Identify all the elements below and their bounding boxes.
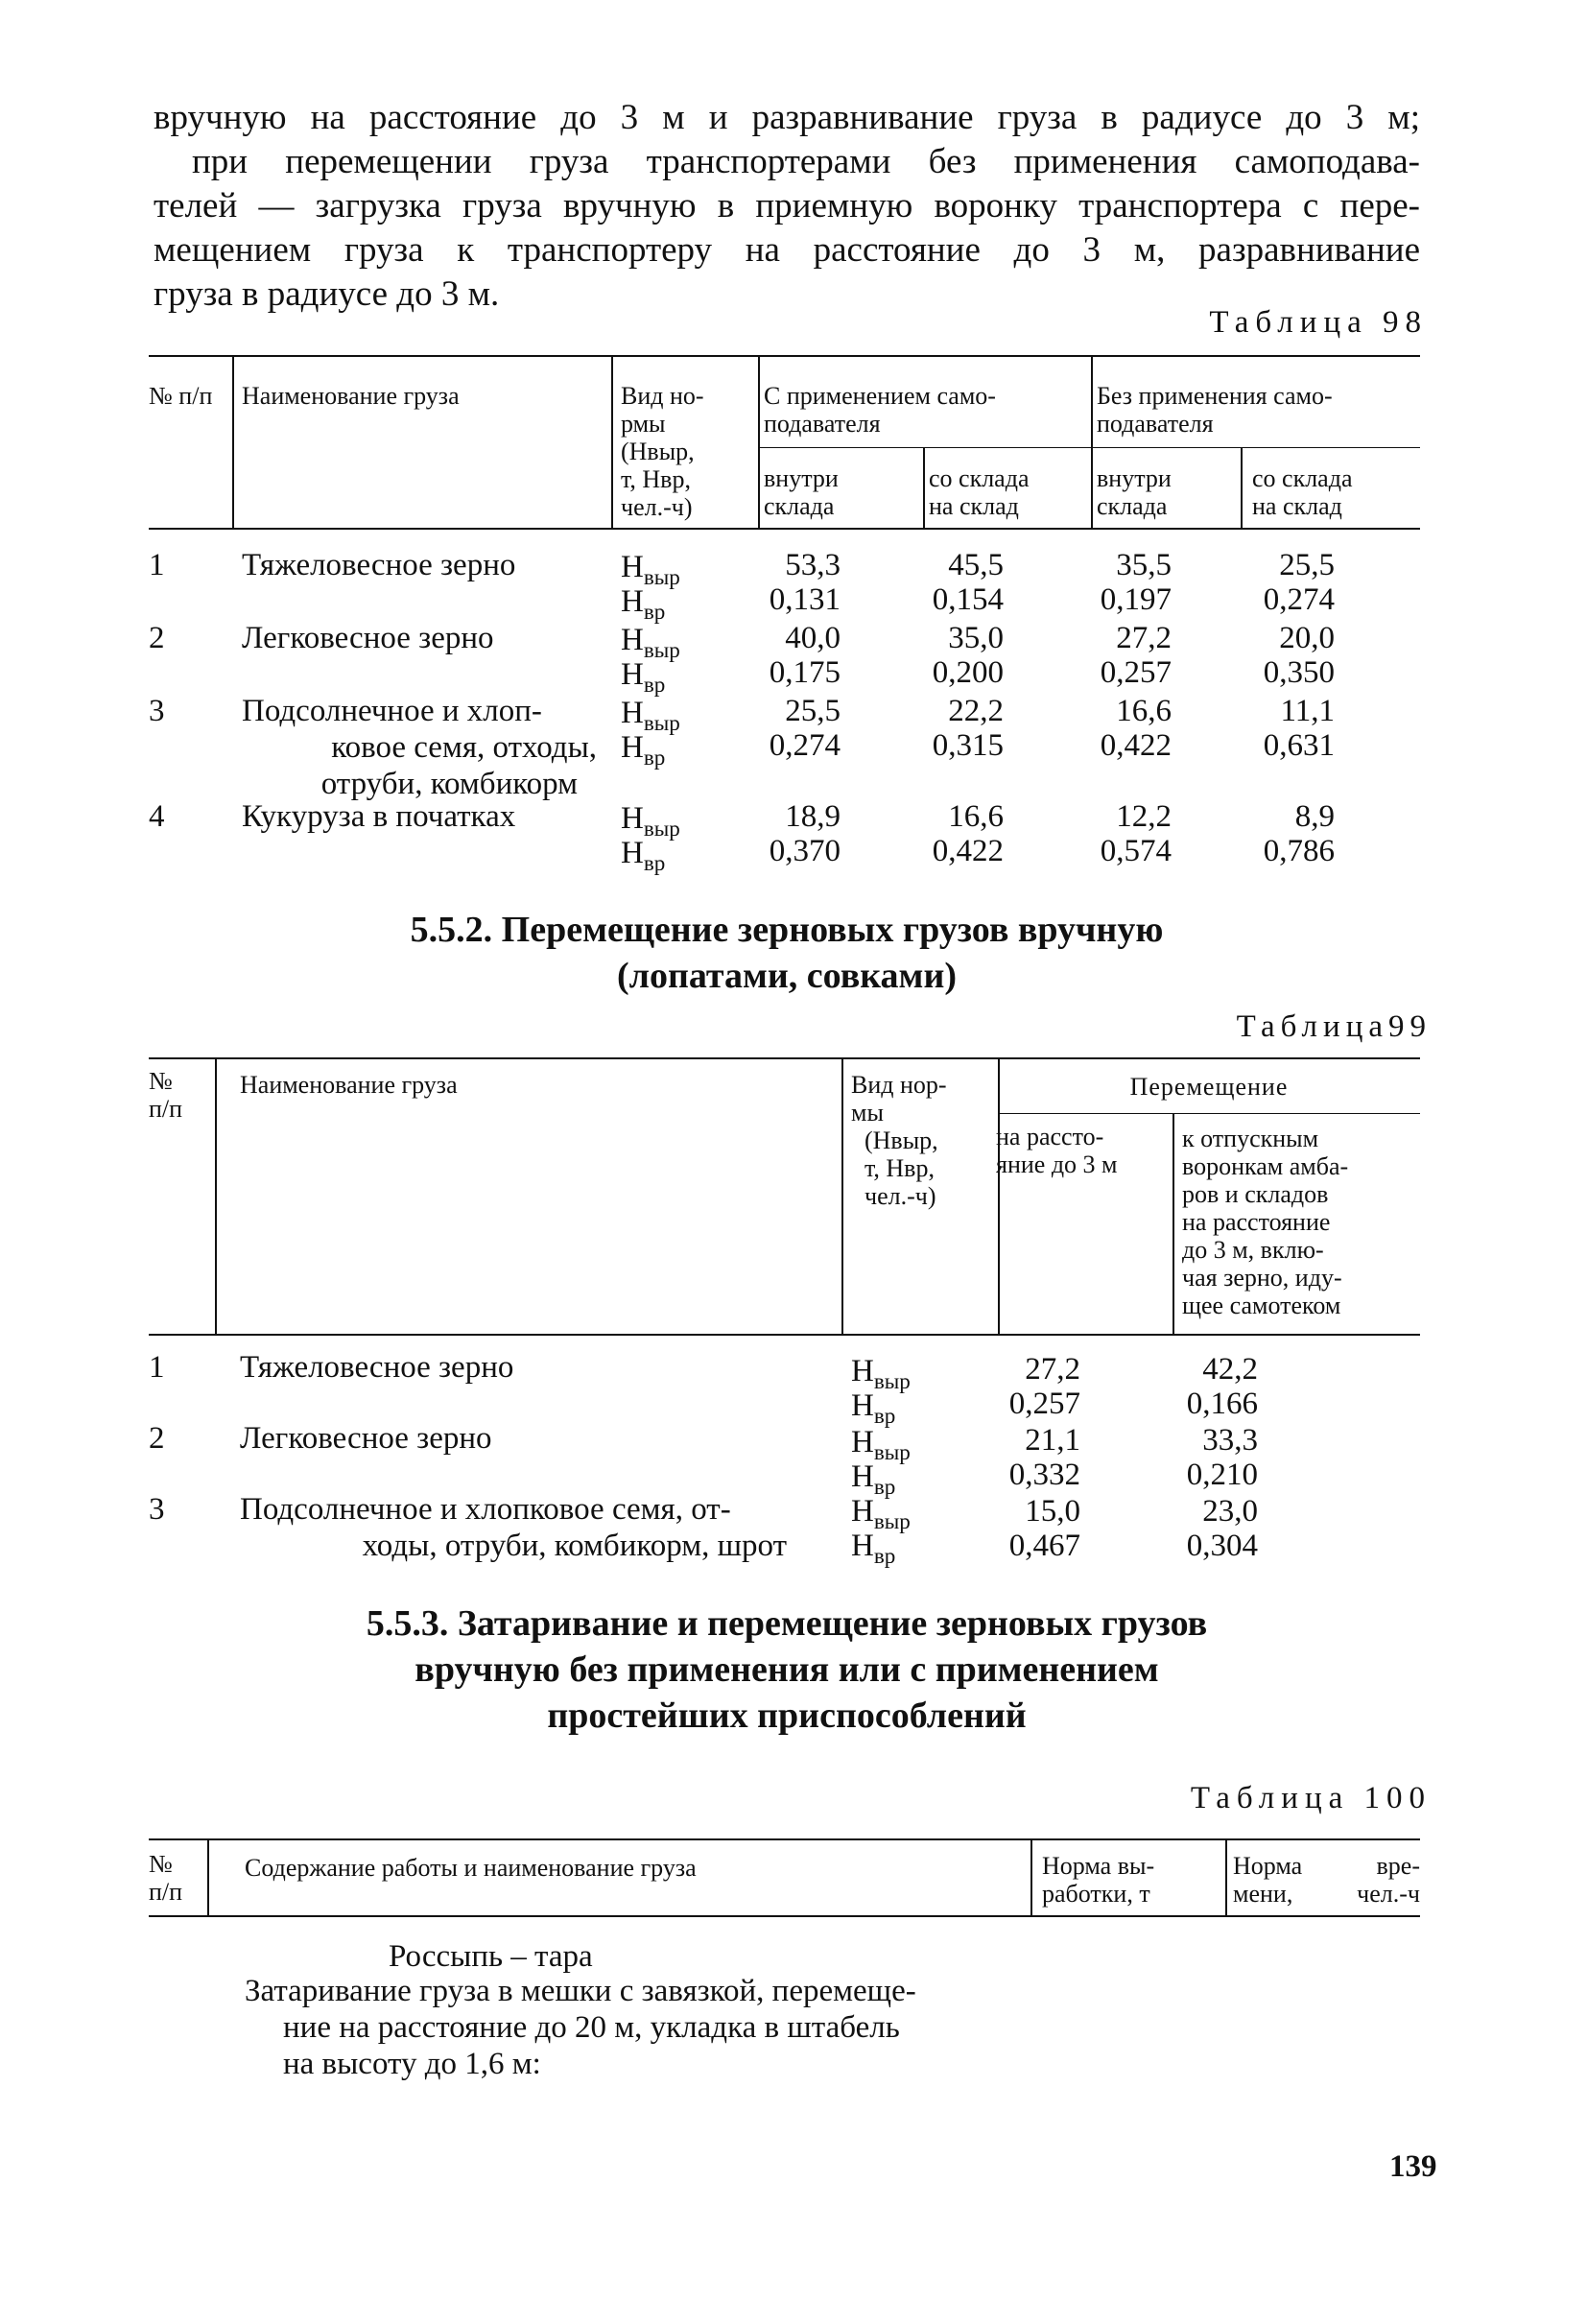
t98-header-inside-1: внутри склада xyxy=(764,464,839,520)
t98-cell: 12,2 xyxy=(1116,799,1172,834)
t98-cell: 0,131 xyxy=(769,582,841,617)
t100-header-time: Норма вре- мени, чел.-ч xyxy=(1233,1852,1420,1908)
t99-cell: 42,2 xyxy=(1202,1352,1258,1387)
t98-row-num: 2 xyxy=(149,621,165,655)
t98-cell: 25,5 xyxy=(785,694,841,728)
t98-cell: 16,6 xyxy=(1116,694,1172,728)
intro-line-2: при перемещении груза транспортерами без применения самоподава- xyxy=(192,142,1420,181)
t99-header-funnels: к отпускным воронкам амба- ров и складов на расстояние до 3 м, вклю- чая зерно, иду- щее самотеком xyxy=(1182,1125,1349,1319)
t99-col-divider-4 xyxy=(1172,1113,1174,1334)
t98-cell: 0,274 xyxy=(1263,582,1335,617)
t98-col-divider-2 xyxy=(611,355,613,528)
t98-cell: 0,154 xyxy=(932,582,1004,617)
t99-cell: 0,166 xyxy=(1186,1387,1258,1421)
t98-cell: 0,197 xyxy=(1100,582,1172,617)
t98-cell: 25,5 xyxy=(1279,548,1335,582)
t98-row-norm-out: $Н_{выр}$ xyxy=(621,696,680,736)
t98-row-norm-out: $Н_{выр}$ xyxy=(621,623,680,663)
intro-line-4: мещением груза к транспортеру на расстояние до 3 м, разравнивание xyxy=(154,230,1420,270)
section-552-title: 5.5.2. Перемещение зерновых грузов вручную (лопатами, совками) xyxy=(410,910,1164,996)
t98-cell: 0,315 xyxy=(932,728,1004,763)
t99-cell: 0,332 xyxy=(1008,1458,1080,1492)
t99-subhead-rule xyxy=(998,1113,1420,1114)
t99-row-num: 3 xyxy=(149,1492,165,1527)
t99-header-num: № п/п xyxy=(149,1067,183,1123)
t99-row-norm-time: $Н_{вр}$ xyxy=(851,1459,896,1500)
t98-row-num: 1 xyxy=(149,548,165,582)
section-553-title: 5.5.3. Затаривание и перемещение зерновых грузов вручную без применения или с применением простейших приспособлений xyxy=(366,1603,1208,1736)
t99-top-rule xyxy=(149,1057,1420,1059)
t98-cell: 0,786 xyxy=(1263,834,1335,868)
t98-subhead-rule xyxy=(758,447,1420,448)
t98-cell: 35,0 xyxy=(948,621,1004,655)
t99-row-name: Подсолнечное и хлопковое семя, от- ходы, отруби, комбикорм, шрот xyxy=(240,1492,787,1563)
t99-cell: 0,210 xyxy=(1186,1458,1258,1492)
t99-row-name: Тяжеловесное зерно xyxy=(240,1350,514,1385)
t98-header-without-feeder: Без применения само- подавателя xyxy=(1097,382,1333,438)
t99-cell: 0,304 xyxy=(1186,1529,1258,1563)
t98-header-num: № п/п xyxy=(149,382,213,410)
t98-cell: 35,5 xyxy=(1116,548,1172,582)
t98-header-name: Наименование груза xyxy=(242,382,460,410)
t99-row-norm-out: $Н_{выр}$ xyxy=(851,1425,911,1465)
t98-row-num: 4 xyxy=(149,799,165,834)
t98-cell: 53,3 xyxy=(785,548,841,582)
t98-cell: 11,1 xyxy=(1280,694,1335,728)
t98-cell: 0,422 xyxy=(932,834,1004,868)
t98-header-norm: Вид но- рмы (Нвыр, т, Нвр, чел.-ч) xyxy=(621,382,704,521)
t98-header-bottom-rule xyxy=(149,528,1420,530)
t100-col-divider-2 xyxy=(1030,1838,1032,1915)
page-number: 139 xyxy=(1389,2149,1437,2184)
t98-cell: 0,350 xyxy=(1263,655,1335,690)
t99-row-num: 1 xyxy=(149,1350,165,1385)
t98-row-name: Подсолнечное и хлоп- ковое семя, отходы, отруби, комбикорм xyxy=(242,694,597,801)
t98-row-num: 3 xyxy=(149,694,165,728)
intro-line-5: груза в радиусе до 3 м. xyxy=(154,274,500,314)
t98-cell: 0,175 xyxy=(769,655,841,690)
t98-row-norm-out: $Н_{выр}$ xyxy=(621,801,680,842)
t99-col-divider-1 xyxy=(215,1057,217,1334)
t98-cell: 20,0 xyxy=(1279,621,1335,655)
t99-cell: 23,0 xyxy=(1202,1494,1258,1529)
t98-col-divider-5 xyxy=(923,447,925,528)
t98-cell: 0,631 xyxy=(1263,728,1335,763)
t98-cell: 40,0 xyxy=(785,621,841,655)
t99-row-num: 2 xyxy=(149,1421,165,1456)
t98-cell: 16,6 xyxy=(948,799,1004,834)
t99-cell: 0,257 xyxy=(1008,1387,1080,1421)
t100-header-bottom-rule xyxy=(149,1915,1420,1917)
t98-cell: 45,5 xyxy=(948,548,1004,582)
t99-header-norm: Вид нор- мы (Нвыр, т, Нвр, чел.-ч) xyxy=(851,1071,947,1210)
t100-top-rule xyxy=(149,1838,1420,1840)
t100-header-num: № п/п xyxy=(149,1850,183,1906)
t98-header-with-feeder: С применением само- подавателя xyxy=(764,382,996,438)
t98-cell: 0,200 xyxy=(932,655,1004,690)
t98-cell: 0,274 xyxy=(769,728,841,763)
t99-row-norm-out: $Н_{выр}$ xyxy=(851,1494,911,1534)
t99-col-divider-2 xyxy=(841,1057,843,1334)
t98-row-norm-time: $Н_{вр}$ xyxy=(621,836,666,876)
table100-caption: Таблица 100 xyxy=(1190,1781,1432,1815)
t98-col-divider-4 xyxy=(1091,355,1093,528)
t98-col-divider-3 xyxy=(758,355,760,528)
t98-cell: 0,574 xyxy=(1100,834,1172,868)
t98-cell: 22,2 xyxy=(948,694,1004,728)
t99-cell: 27,2 xyxy=(1025,1352,1080,1387)
t98-cell: 0,422 xyxy=(1100,728,1172,763)
t98-top-rule xyxy=(149,355,1420,357)
t98-row-norm-time: $Н_{вр}$ xyxy=(621,657,666,698)
t98-cell: 18,9 xyxy=(785,799,841,834)
t100-col-divider-1 xyxy=(207,1838,209,1915)
t99-row-norm-time: $Н_{вр}$ xyxy=(851,1388,896,1429)
table99-caption: Таблица99 xyxy=(1236,1009,1432,1044)
t98-row-name: Легковесное зерно xyxy=(242,621,494,655)
t100-col-divider-3 xyxy=(1225,1838,1227,1915)
t99-row-norm-time: $Н_{вр}$ xyxy=(851,1529,896,1569)
t99-header-name: Наименование груза xyxy=(240,1071,458,1099)
intro-line-3: телей — загрузка груза вручную в приемную воронку транспортера с пере- xyxy=(154,186,1420,225)
t99-row-norm-out: $Н_{выр}$ xyxy=(851,1354,911,1394)
t98-col-divider-1 xyxy=(232,355,234,528)
t99-cell: 21,1 xyxy=(1025,1423,1080,1458)
table98-caption: Таблица 98 xyxy=(1209,305,1428,340)
t98-row-name: Тяжеловесное зерно xyxy=(242,548,516,582)
t98-header-stock-1: со склада на склад xyxy=(929,464,1030,520)
t98-header-inside-2: внутри склада xyxy=(1097,464,1172,520)
t98-cell: 27,2 xyxy=(1116,621,1172,655)
t99-cell: 15,0 xyxy=(1025,1494,1080,1529)
intro-line-1: вручную на расстояние до 3 м и разравнивание груза в радиусе до 3 м; xyxy=(154,98,1420,137)
t99-cell: 33,3 xyxy=(1202,1423,1258,1458)
t99-header-move: Перемещение xyxy=(1129,1073,1289,1101)
t98-row-name: Кукуруза в початках xyxy=(242,799,516,834)
t98-header-stock-2: со склада на склад xyxy=(1252,464,1353,520)
t98-cell: 0,257 xyxy=(1100,655,1172,690)
t98-row-norm-out: $Н_{выр}$ xyxy=(621,550,680,590)
t98-col-divider-6 xyxy=(1241,447,1243,528)
t99-header-dist: на рассто- яние до 3 м xyxy=(996,1123,1118,1178)
t98-cell: 0,370 xyxy=(769,834,841,868)
t100-header-content: Содержание работы и наименование груза xyxy=(245,1854,697,1882)
t100-header-output: Норма вы- работки, т xyxy=(1042,1852,1155,1908)
t98-row-norm-time: $Н_{вр}$ xyxy=(621,730,666,771)
t99-header-bottom-rule xyxy=(149,1334,1420,1336)
t99-cell: 0,467 xyxy=(1008,1529,1080,1563)
t99-row-name: Легковесное зерно xyxy=(240,1421,492,1456)
t98-cell: 8,9 xyxy=(1294,799,1335,834)
t100-subhead: Россыпь – тара xyxy=(389,1939,593,1974)
t98-row-norm-time: $Н_{вр}$ xyxy=(621,584,666,625)
t100-work-text: Затаривание груза в мешки с завязкой, перемеще- ние на расстояние до 20 м, укладка в штабель на высоту до 1,6 м: xyxy=(245,1974,916,2081)
